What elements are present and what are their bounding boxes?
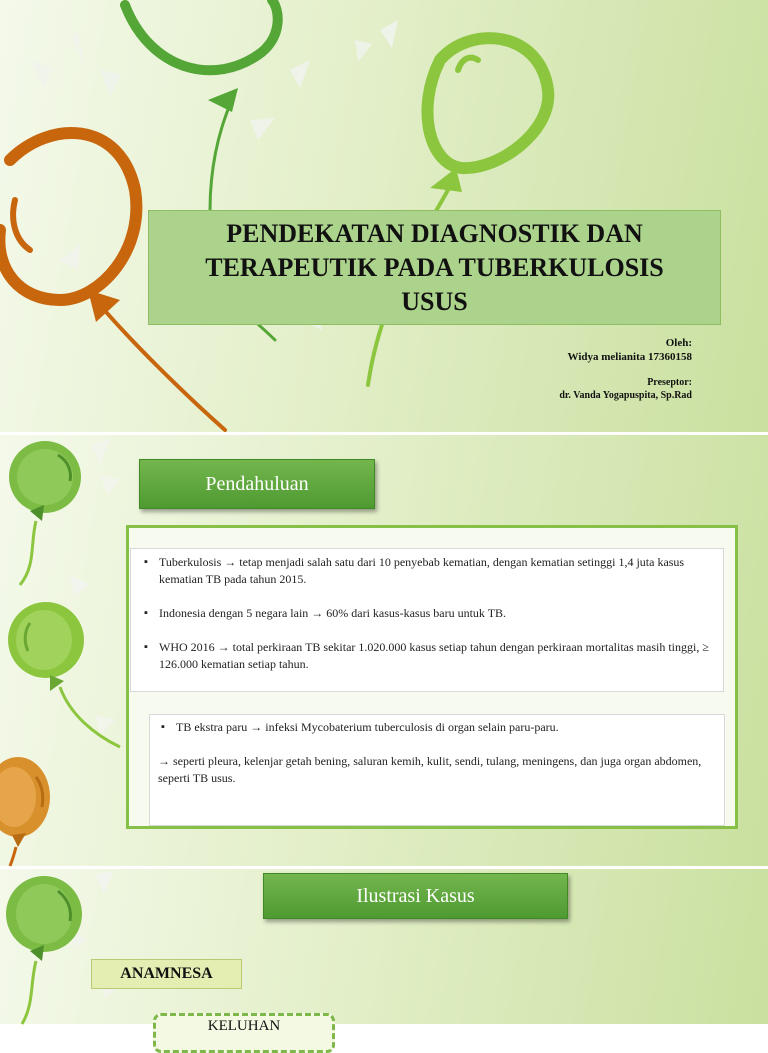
list-item: ▪ Indonesia dengan 5 negara lain → 60% dari kasus-kasus baru untuk TB. xyxy=(141,605,715,622)
list-item: ▪ WHO 2016 → total perkiraan TB sekitar 1.020.000 kasus setiap tahun dengan perkiraan mortalitas masih tinggi, ≥ 126.000 kematian setiap tahun. xyxy=(141,639,715,673)
keluhan-box: KELUHAN xyxy=(153,1013,335,1053)
section-header-ilustrasi: Ilustrasi Kasus xyxy=(263,873,568,919)
extra-note: → seperti pleura, kelenjar getah bening, saluran kemih, kulit, sendi, tulang, meningens, dan juga organ abdomen, seperti TB usus. xyxy=(158,754,702,785)
anamnesa-label: ANAMNESA xyxy=(91,959,242,989)
case-slide xyxy=(0,869,768,1034)
content-frame xyxy=(126,525,738,829)
extra-bullet-list xyxy=(158,719,716,736)
extra-panel xyxy=(149,714,725,826)
list-item: ▪ TB ekstra paru → infeksi Mycobaterium tuberculosis di organ selain paru-paru. xyxy=(158,719,716,736)
preceptor-name: dr. Vanda Yogapuspita, Sp.Rad xyxy=(559,390,692,401)
author-label: Oleh: xyxy=(665,337,692,349)
balloon-column-decoration xyxy=(0,435,130,866)
preceptor-label: Preseptor: xyxy=(647,377,692,388)
list-item: ▪ Tuberkulosis → tetap menjadi salah satu dari 10 penyebab kematian, dengan kematian setinggi 1,4 juta kasus kematian TB pada tahun 2015. xyxy=(141,554,715,588)
title-slide xyxy=(0,0,768,432)
section-header-pendahuluan: Pendahuluan xyxy=(139,459,375,509)
bullet-list xyxy=(141,554,715,673)
title-box xyxy=(148,210,721,325)
presentation-title: PENDEKATAN DIAGNOSTIK DAN TERAPEUTIK PADA TUBERKULOSIS USUS xyxy=(205,218,664,316)
balloon-decoration xyxy=(0,869,130,1024)
author-name: Widya melianita 17360158 xyxy=(567,351,692,363)
intro-slide xyxy=(0,435,768,866)
bullet-panel xyxy=(130,548,724,692)
